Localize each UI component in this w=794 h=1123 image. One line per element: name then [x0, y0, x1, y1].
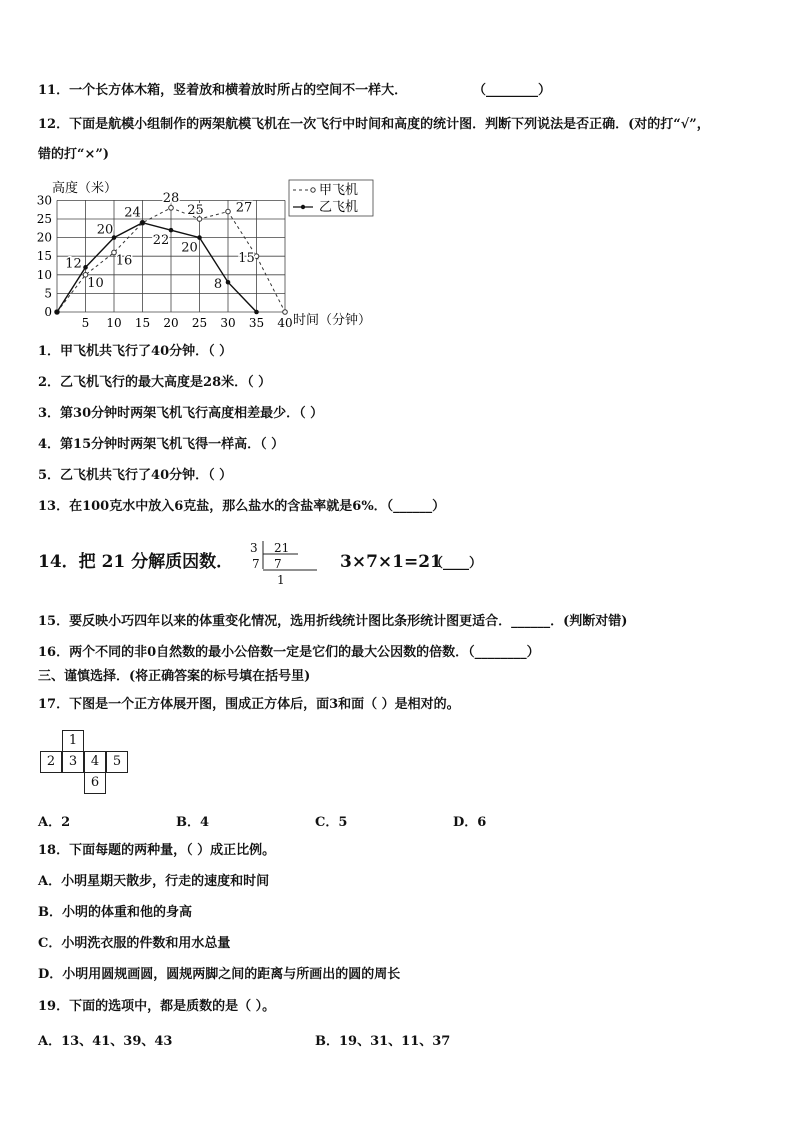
series-jia-data-label: 27	[235, 200, 253, 216]
q12-item-1: 1．甲飞机共飞行了40分钟．（ ）	[38, 344, 233, 359]
series-jia-point	[226, 209, 231, 214]
x-tick-label: 30	[220, 316, 236, 328]
net-face-3: 3	[62, 751, 84, 773]
question-16: 16．两个不同的非0自然数的最小公倍数一定是它们的最大公因数的倍数．（________）	[38, 645, 540, 660]
legend-jia-marker	[311, 188, 315, 192]
q18-option-a: A．小明星期天散步，行走的速度和时间	[38, 874, 270, 889]
x-tick-label: 20	[163, 316, 179, 328]
series-jia-data-label: 25	[187, 203, 204, 218]
y-tick-label: 0	[44, 305, 52, 319]
series-yi-data-label: 20	[96, 222, 114, 238]
net-face-2: 2	[40, 751, 62, 773]
x-tick-label: 40	[277, 316, 293, 328]
q17-option-a: A．2	[38, 815, 71, 830]
q14-blank: （____）	[430, 556, 483, 571]
series-yi-point	[55, 310, 60, 315]
dividend-2: 7	[274, 557, 282, 571]
question-15: 15．要反映小巧四年以来的体重变化情况，选用折线统计图比条形统计图更适合．______．(判断对错)	[38, 614, 628, 629]
q17-option-d: D．6	[453, 815, 487, 830]
question-12-line2: 错的打“×”)	[38, 147, 109, 162]
q17-option-c: C．5	[315, 815, 348, 830]
net-face-5: 5	[106, 751, 128, 773]
q18-option-d: D．小明用圆规画圆，圆规两脚之间的距离与所画出的圆的周长	[38, 967, 401, 982]
y-tick-label: 30	[36, 193, 52, 208]
q18-option-c: C．小明洗衣服的件数和用水总量	[38, 936, 231, 951]
legend-yi-marker	[301, 205, 305, 209]
q12-item-5: 5．乙飞机共飞行了40分钟．（ ）	[38, 468, 233, 483]
question-12-line1: 12．下面是航模小组制作的两架航模飞机在一次飞行中时间和高度的统计图．判断下列说法是否正确．(对的打“√”，	[38, 117, 710, 132]
dividend-1: 21	[274, 541, 290, 555]
y-tick-label: 20	[36, 230, 52, 245]
series-yi-data-label: 8	[213, 277, 223, 293]
series-jia-data-label: 15	[238, 251, 255, 267]
x-tick-label: 35	[248, 316, 265, 328]
series-yi-point	[169, 228, 174, 233]
legend-yi-label: 乙飞机	[319, 200, 359, 215]
x-tick-label: 15	[134, 316, 151, 328]
x-tick-label: 10	[106, 316, 122, 328]
series-yi-point	[83, 265, 88, 270]
y-tick-label: 10	[36, 267, 52, 282]
series-yi-point	[140, 220, 145, 225]
question-14	[38, 541, 518, 593]
section-3-heading: 三、谨慎选择．(将正确答案的标号填在括号里)	[38, 669, 311, 684]
divisor-1: 3	[250, 541, 258, 555]
series-yi-data-label: 22	[152, 233, 170, 249]
net-face-6: 6	[84, 772, 106, 794]
legend-jia-label: 甲飞机	[319, 183, 359, 198]
q12-item-4: 4．第15分钟时两架飞机飞得一样高．（ ）	[38, 437, 285, 452]
series-yi-data-label: 20	[181, 240, 198, 256]
y-tick-label: 15	[36, 249, 52, 264]
x-tick-label: 5	[81, 316, 90, 328]
x-tick-label: 25	[191, 316, 208, 328]
x-axis-title: 时间（分钟）	[293, 313, 372, 328]
q17-option-b: B．4	[176, 815, 210, 830]
q19-option-a: A．13、41、39、43	[38, 1034, 173, 1049]
series-yi-point	[226, 280, 231, 285]
remainder: 1	[277, 573, 285, 587]
q12-item-3: 3．第30分钟时两架飞机飞行高度相差最少．（ ）	[38, 406, 324, 421]
question-11	[38, 82, 552, 100]
altitude-line-chart	[34, 178, 384, 328]
series-jia-point	[169, 206, 174, 211]
q14-prefix: 14．把 21 分解质因数．	[38, 552, 234, 572]
question-11-blank: （________）	[473, 83, 552, 98]
division-lines	[250, 539, 320, 585]
q18-option-b: B．小明的体重和他的身高	[38, 905, 192, 920]
series-yi-point	[197, 235, 202, 240]
series-yi-point	[254, 310, 259, 315]
series-jia-point	[283, 310, 288, 315]
series-yi-data-label: 12	[65, 256, 82, 272]
series-jia-data-label: 28	[162, 190, 180, 206]
question-18: 18．下面每题的两种量，（ ）成正比例。	[38, 843, 276, 858]
net-face-1: 1	[62, 730, 84, 752]
y-axis-title: 高度（米）	[52, 181, 118, 196]
question-17: 17．下图是一个正方体展开图，围成正方体后，面3和面（ ）是相对的。	[38, 697, 460, 712]
net-face-4: 4	[84, 751, 106, 773]
series-yi-data-label: 24	[124, 205, 141, 221]
series-jia-data-label: 16	[115, 253, 133, 269]
question-11-text: 11．一个长方体木箱，竖着放和横着放时所占的空间不一样大．	[38, 83, 408, 98]
q12-item-2: 2．乙飞机飞行的最大高度是28米．（ ）	[38, 375, 272, 390]
q14-equation: 3×7×1=21	[340, 552, 442, 572]
series-jia-point	[254, 254, 259, 259]
question-13: 13．在100克水中放入6克盐，那么盐水的含盐率就是6%．（______）	[38, 499, 446, 514]
divisor-2: 7	[252, 557, 260, 571]
question-19: 19．下面的选项中，都是质数的是（ ）。	[38, 999, 276, 1014]
short-division	[250, 539, 320, 585]
y-tick-label: 25	[36, 212, 52, 226]
y-tick-label: 5	[44, 286, 52, 301]
series-jia-data-label: 10	[87, 275, 104, 291]
q19-option-b: B．19、31、11、37	[315, 1034, 451, 1049]
